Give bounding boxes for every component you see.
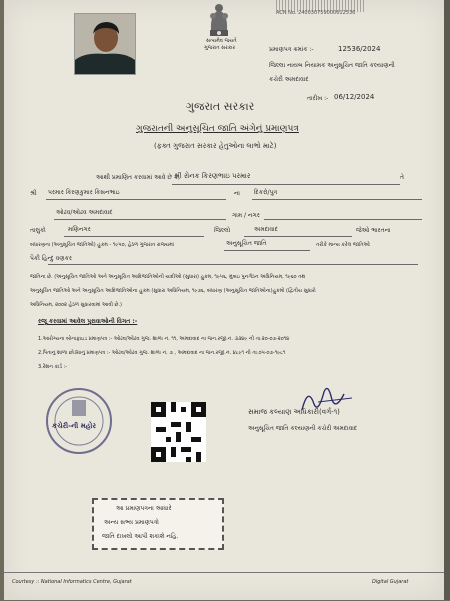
certificate-subtitle: (ફક્ત ગુજરાત સરકાર હેતુઓના લાભો માટે) (154, 142, 277, 150)
date-label: તારીખ :- (307, 95, 329, 102)
issue-date: 06/12/2024 (334, 93, 375, 101)
officer-office: અનુસૂચિત જાતિ કલ્યાણની કચેરી અમદાવાદ (248, 425, 358, 432)
evidence-item-3: 3.રેશન કાર્ડ :- (38, 364, 68, 370)
body-intro: આથી પ્રમાણિત કરવામાં આવે છે કે, (96, 174, 181, 181)
seal-text: કચેરી-ની મહોર (52, 422, 97, 430)
body-l4-b: જિલ્લો (214, 227, 231, 234)
stamp-line3: જાતિ દાખલો આપી શકાશે નહિ. (102, 533, 179, 540)
emblem-caption: સત્યમેવ જયતે (206, 38, 237, 44)
body-l2-b: ના (234, 190, 240, 197)
underline (54, 219, 226, 220)
body-l3-b: ગામ / નગર (232, 212, 260, 219)
father-name: પરમાર કિરણકુમાર કિસનભાઇ (48, 189, 120, 196)
cert-number: 12536/2024 (338, 45, 381, 53)
body-l4-c: જેઓ ભારતના (356, 227, 391, 234)
cert-no-label: પ્રમાણપત્ર ક્રમાંક :- (269, 46, 314, 53)
ashoka-emblem-icon (198, 0, 240, 52)
body-l5-b: તરીકે માન્ય કરેલ જાતિઓ (316, 242, 370, 248)
office-line1: જિલ્લા નાયબ નિયામક અનુસૂચિત જાતિ કલ્યાણની (269, 62, 395, 69)
footer (4, 572, 444, 601)
officer-title: સમાજ કલ્યાણ અધિકારી(વર્ગ-૧) (248, 408, 340, 416)
stamp-line2: અન્ય સભ્ય પ્રમાણપત્રો (104, 519, 159, 526)
acn-number: ACN No. 240030759000612536 (276, 10, 356, 16)
page-edge (444, 0, 450, 600)
certificate-title: ગુજરાતની અનુસૂચિત જાતિ અંગેનું પ્રમાણપત્ર (136, 124, 299, 134)
relation: દિકરો/પુત્ર (254, 189, 278, 196)
office-line2: કચેરી અમદાવાદ (269, 76, 309, 83)
para-line2: અનુસૂચિત જાતિઓ અને અનુસૂચિત આદિજાતિઓના હુકમ (સુધારા અધિનિયમ, ૧૯૭૬, બંધારણ (અનુસૂચિત જાતિઓના)હુકમો (દ્વિતીય સુધારો (30, 288, 316, 294)
village: ઓઢવ/ઓઢવ અમદાવાદ (56, 209, 113, 216)
body-l1-end: તે (400, 174, 404, 181)
emblem-org: ગુજરાત સરકાર (204, 45, 236, 51)
office-seal (44, 386, 114, 456)
footer-brand: Digital Gujarat (372, 579, 409, 585)
qr-code (151, 402, 206, 462)
taluka: મણિનગર (68, 226, 91, 233)
underline (252, 199, 422, 200)
evidence-heading: રજૂ કરવામાં આવેલ પુરાવાઓની વિગત :- (38, 318, 138, 325)
caste-name: પૈકી હિન્દુ વણકર (30, 255, 72, 262)
evidence-item-1: 1.આરોગ્યના બોનાફાઇડ પ્રમાણપત્ર :- ઓઢવ/ઓઢવ ગુજ. શાળા નં. ૧૧, અમદાવાદ ના જન.રજી.નં. ૩૩૪૯ ની તા.૨૦-૦૭-૨૦૧૪ (38, 336, 290, 342)
body-l2-a: શ્રી (30, 190, 37, 197)
certificate-page (4, 0, 444, 600)
applicant-photo (74, 13, 136, 75)
evidence-item-2: 2.પિતાનું શાળા છોડ્યાનું પ્રમાણપત્ર :- ઓઢવ/ઓઢવ ગુજ. શાળા નં. ૭ , અમદાવાદ ના જન.રજી.નં. ૪૮૯૧ ની તા.૦૫-૦૭-૧૯૮૧ (38, 350, 286, 356)
para-line3: અધિનિયમ, ૨૦૦૨ હેઠળ સુધારવામાં આવી છે.) (30, 302, 122, 308)
applicant-name: શ્રી રોનક કિરણભાઇ પરમાર (174, 172, 251, 180)
underline (64, 236, 204, 237)
underline (48, 264, 418, 265)
underline (264, 219, 422, 220)
underline (172, 184, 400, 185)
para-line1: જાતિના છે. (અનુસૂચિત જાતિઓ અને અનુસૂચિત આદિજાતિઓની યાદીઓ (સુધારા) હુકમ, ૧૯૫૬, મુંબઇ પુનર્ગઠન અધિનિયમ, ૧૯૬૦ તથ (30, 274, 306, 280)
restriction-stamp (92, 498, 224, 550)
body-l4-a: તાલુકો (30, 227, 46, 234)
body-l5-a: બંધારણના (અનુસૂચિત જાતિઓ) હુકમ - ૧૯૫૦, હેઠળ ગુજરાત રાજ્યમાં (30, 242, 174, 248)
footer-courtesy: Courtesy :: National Informatics Centre, Gujarat (12, 579, 132, 585)
stamp-line1: આ પ્રમાણપત્રના આધારે (116, 505, 172, 512)
underline (46, 199, 226, 200)
underline (244, 236, 352, 237)
underline (224, 250, 310, 251)
caste-category: અનુસૂચિત જાતિ (226, 240, 267, 247)
district: અમદાવાદ (254, 226, 278, 233)
gov-title: ગુજરાત સરકાર (186, 100, 255, 113)
